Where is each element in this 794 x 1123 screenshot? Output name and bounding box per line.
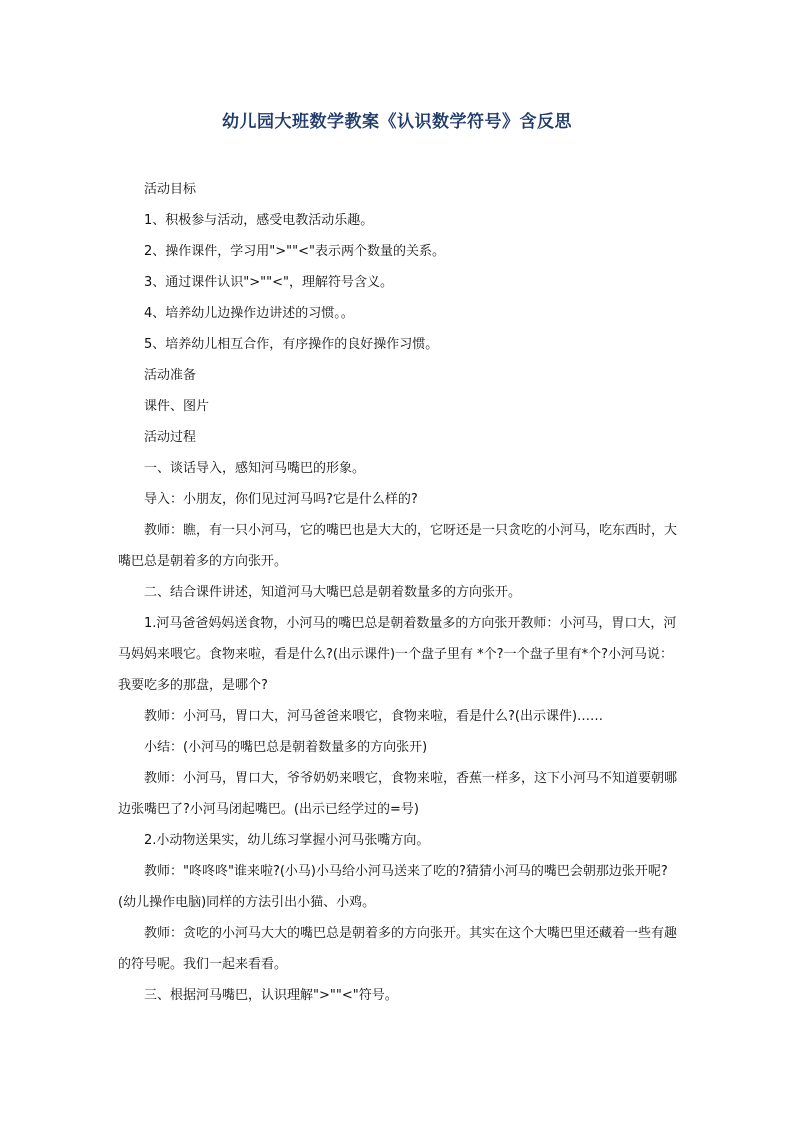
preparation-text: 课件、图片: [144, 399, 210, 414]
objective-item: 1、积极参与活动，感受电教活动乐趣。: [144, 213, 374, 228]
process-paragraph: 导入：小朋友，你们见过河马吗?它是什么样的?: [144, 492, 418, 507]
objective-item: 2、操作课件，学习用">""<"表示两个数量的关系。: [144, 244, 445, 259]
objective-item: 4、培养幼儿边操作边讲述的习惯。。: [144, 306, 354, 321]
objective-item: 3、通过课件认识">""<"，理解符号含义。: [144, 275, 393, 290]
process-paragraph: 小结：(小河马的嘴巴总是朝着数量多的方向张开): [144, 740, 428, 755]
process-paragraph: 一、谈话导入，感知河马嘴巴的形象。: [144, 461, 366, 476]
process-paragraph: 教师："咚咚咚"谁来啦?(小马)小马给小河马送来了吃的?猜猜小河马的嘴巴会朝那边张开呢?(幼儿操作电脑)同样的方法引出小猫、小鸡。: [118, 864, 668, 910]
process-paragraph: 二、结合课件讲述，知道河马大嘴巴总是朝着数量多的方向张开。: [144, 585, 522, 600]
process-paragraph: 1.河马爸爸妈妈送食物，小河马的嘴巴总是朝着数量多的方向张开教师：小河马，胃口大，河马妈妈来喂它。食物来啦，看是什么?(出示课件)一个盘子里有 *个?一个盘子里有*个?小河马说：我要吃多的那盘，是哪个?: [118, 616, 677, 693]
section-heading-process: 活动过程: [144, 430, 197, 445]
document-body: [118, 174, 680, 1011]
section-heading-preparation: 活动准备: [144, 368, 197, 383]
process-paragraph: 教师：小河马，胃口大，河马爸爸来喂它，食物来啦，看是什么?(出示课件)……: [144, 709, 604, 724]
process-paragraph: 三、根据河马嘴巴，认识理解">""<"符号。: [144, 988, 398, 1003]
document-title: 幼儿园大班数学教案《认识数学符号》含反思: [222, 112, 572, 132]
process-paragraph: 2.小动物送果实，幼儿练习掌握小河马张嘴方向。: [144, 833, 430, 848]
process-paragraph: 教师：瞧，有一只小河马，它的嘴巴也是大大的，它呀还是一只贪吃的小河马，吃东西时，大嘴巴总是朝着多的方向张开。: [118, 523, 678, 569]
process-paragraph: 教师：贪吃的小河马大大的嘴巴总是朝着多的方向张开。其实在这个大嘴巴里还藏着一些有趣的符号呢。我们一起来看看。: [118, 926, 678, 972]
objective-item: 5、培养幼儿相互合作，有序操作的良好操作习惯。: [144, 337, 439, 352]
process-paragraph: 教师：小河马，胃口大，爷爷奶奶来喂它，食物来啦，香蕉一样多，这下小河马不知道要朝哪边张嘴巴了?小河马闭起嘴巴。(出示已经学过的=号): [118, 771, 678, 817]
section-heading-objectives: 活动目标: [144, 182, 197, 197]
